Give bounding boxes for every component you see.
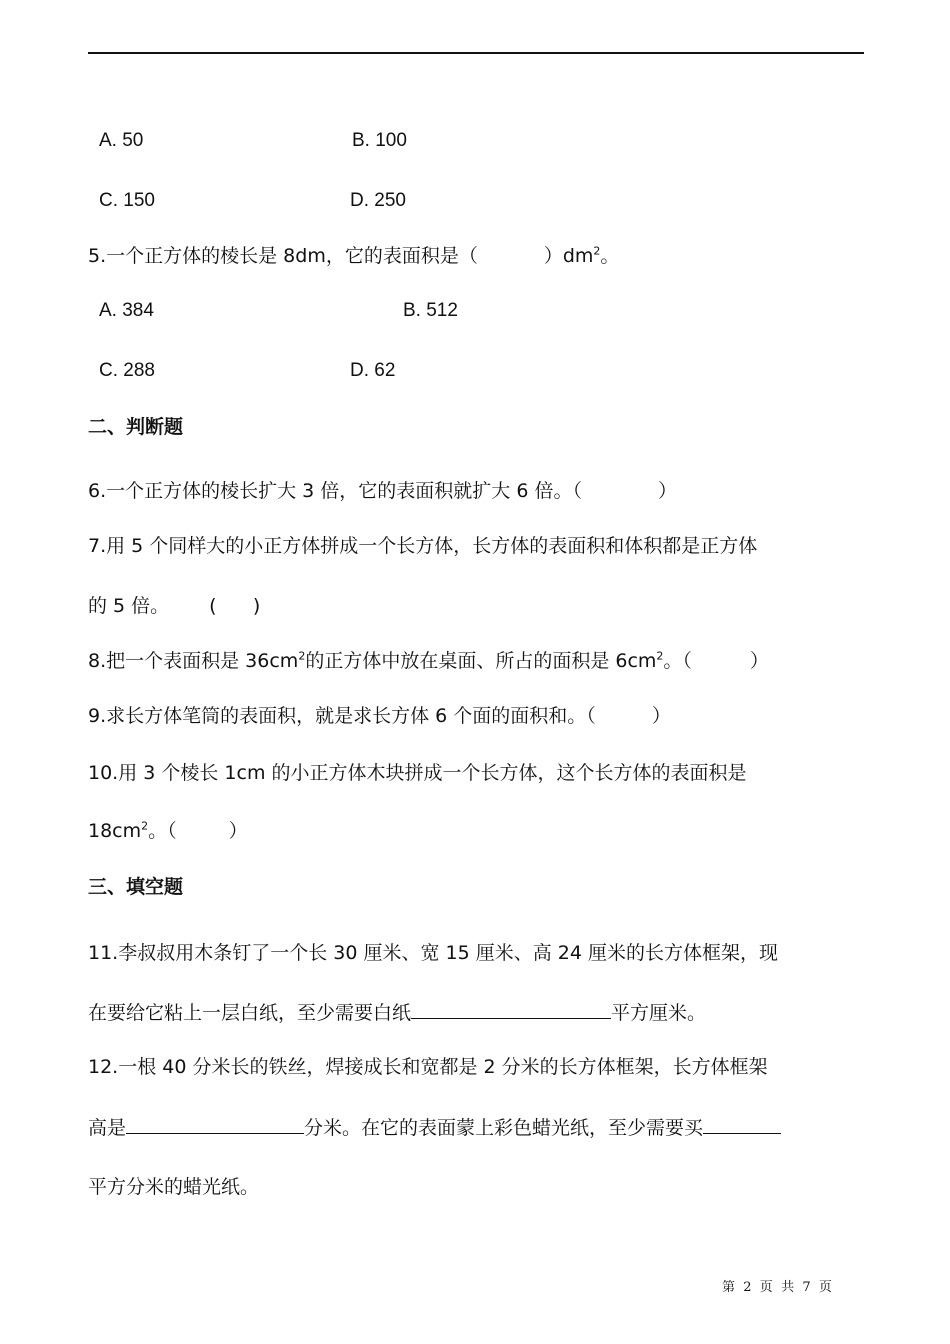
q5-option-c[interactable]: C. 288 — [99, 360, 155, 381]
question-9 — [88, 703, 671, 729]
q5-option-d[interactable]: D. 62 — [350, 360, 396, 381]
q4-option-b[interactable]: B. 100 — [352, 130, 407, 151]
q8-close: ） — [749, 650, 769, 672]
q5-end: 。 — [600, 245, 620, 267]
q8-text-1: 8.把一个表面积是 36cm — [88, 650, 299, 672]
header-rule — [88, 52, 864, 54]
q4-option-a[interactable]: A. 50 — [99, 130, 144, 151]
q11-unit: 平方厘米。 — [611, 1002, 707, 1024]
question-10-line2 — [88, 818, 248, 844]
section-2-title: 二、判断题 — [88, 416, 184, 438]
q10-text: 18cm — [88, 820, 142, 842]
question-7-line2 — [88, 593, 260, 619]
question-12-line1: 12.一根 40 分米长的铁丝，焊接成长和宽都是 2 分米的长方体框架，长方体框架 — [88, 1056, 768, 1078]
q6-text: 6.一个正方体的棱长扩大 3 倍，它的表面积就扩大 6 倍。（ — [88, 480, 582, 502]
page-footer: 第 2 页 共 7 页 — [722, 1280, 832, 1295]
q12-text-2: 分米。在它的表面蒙上彩色蜡光纸，至少需要买 — [304, 1117, 704, 1139]
q5-unit: ）dm — [543, 245, 594, 267]
q9-text: 9.求长方体笔筒的表面积，就是求长方体 6 个面的面积和。（ — [88, 705, 596, 727]
q7-text: 的 5 倍。 — [88, 595, 170, 617]
question-5 — [88, 243, 619, 269]
q8-text-2: 的正方体中放在桌面、所占的面积是 6cm — [305, 650, 657, 672]
question-7-line1: 7.用 5 个同样大的小正方体拼成一个长方体，长方体的表面积和体积都是正方体 — [88, 535, 758, 557]
q12-text-1: 高是 — [88, 1117, 127, 1139]
question-11-line2 — [88, 998, 706, 1026]
question-8 — [88, 648, 769, 674]
question-6 — [88, 478, 677, 504]
q11-text: 在要给它粘上一层白纸，至少需要白纸 — [88, 1002, 412, 1024]
q12-area-blank[interactable] — [703, 1113, 781, 1134]
q8-sup-1: 2 — [298, 649, 306, 663]
q10-sup: 2 — [141, 819, 149, 833]
q6-close: ） — [657, 480, 677, 502]
q12-height-blank[interactable] — [126, 1113, 304, 1134]
q4-option-d[interactable]: D. 250 — [350, 190, 406, 211]
q4-option-c[interactable]: C. 150 — [99, 190, 155, 211]
q5-option-b[interactable]: B. 512 — [403, 300, 458, 321]
q5-text: 5.一个正方体的棱长是 8dm，它的表面积是（ — [88, 245, 478, 267]
q5-option-a[interactable]: A. 384 — [99, 300, 154, 321]
q11-answer-blank[interactable] — [411, 998, 611, 1019]
q10-close: ） — [228, 820, 248, 842]
question-11-line1: 11.李叔叔用木条钉了一个长 30 厘米、宽 15 厘米、高 24 厘米的长方体框架，现 — [88, 942, 778, 964]
q7-paren: ( ) — [209, 595, 261, 617]
question-12-line3: 平方分米的蜡光纸。 — [88, 1176, 260, 1198]
q10-after: 。（ — [148, 820, 177, 842]
question-12-line2 — [88, 1113, 781, 1141]
q8-text-3: 。（ — [663, 650, 692, 672]
q9-close: ） — [651, 705, 671, 727]
q5-sup: 2 — [593, 244, 601, 258]
section-3-title: 三、填空题 — [88, 876, 184, 898]
q8-sup-2: 2 — [656, 649, 664, 663]
question-10-line1: 10.用 3 个棱长 1cm 的小正方体木块拼成一个长方体，这个长方体的表面积是 — [88, 762, 747, 784]
